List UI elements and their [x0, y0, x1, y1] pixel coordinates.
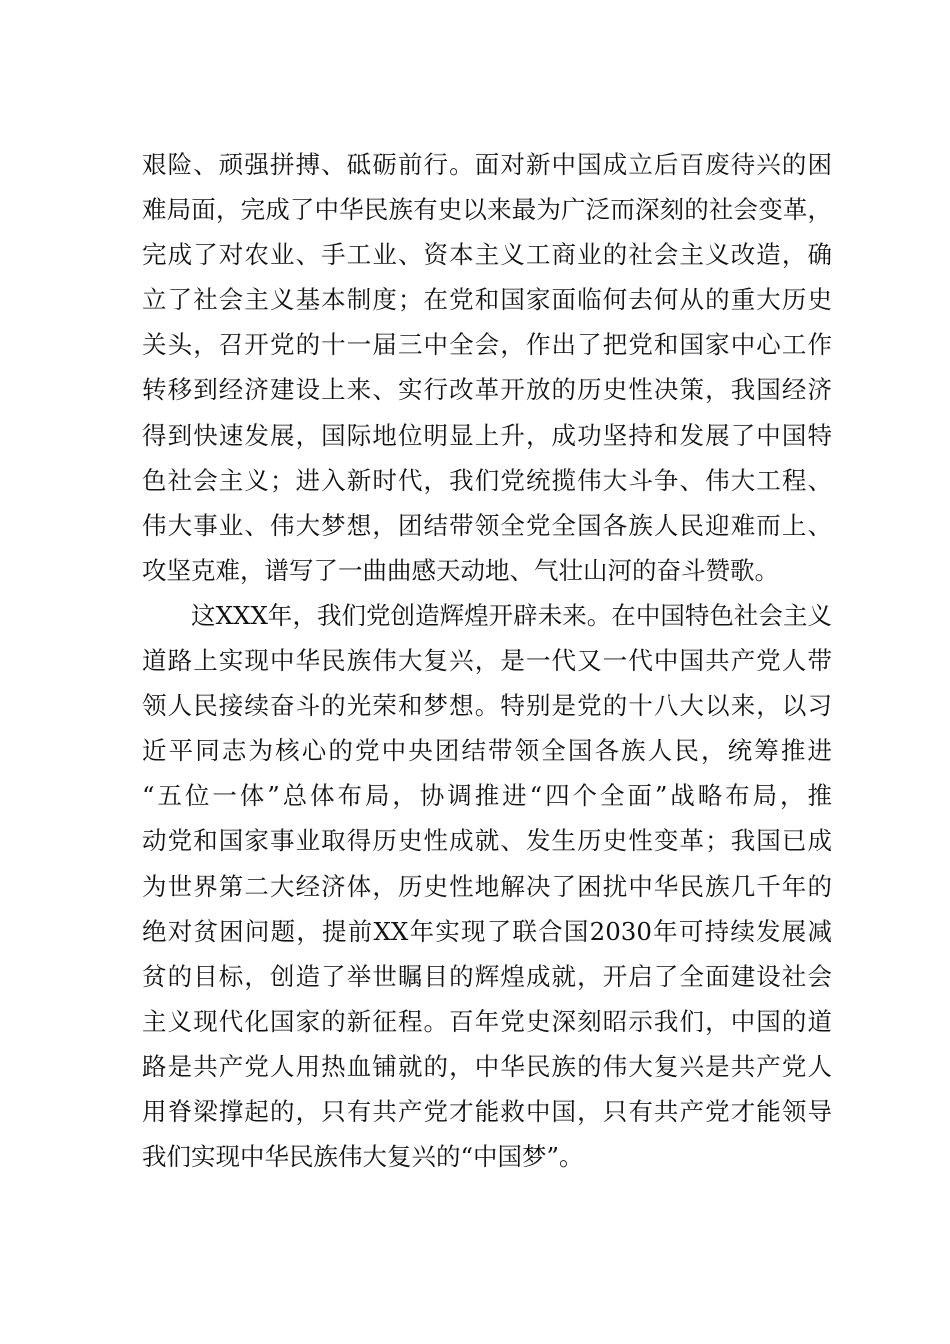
text-line: 道路上实现中华民族伟大复兴，是一代又一代中国共产党人带	[142, 646, 832, 676]
text-line: 立了社会主义基本制度；在党和国家面临何去何从的重大历史	[142, 285, 832, 315]
text-line: 动党和国家事业取得历史性成就、发生历史性变革；我国已成	[142, 826, 832, 856]
text-line: 伟大事业、伟大梦想，团结带领全党全国各族人民迎难而上、	[142, 510, 832, 540]
text-line: 主义现代化国家的新征程。百年党史深刻昭示我们，中国的道	[142, 1006, 832, 1036]
text-line: 得到快速发展，国际地位明显上升，成功坚持和发展了中国特	[142, 420, 832, 450]
text-line: 攻坚克难，谱写了一曲曲感天动地、气壮山河的奋斗赞歌。	[142, 555, 779, 585]
text-line: 绝对贫困问题，提前XX年实现了联合国2030年可持续发展减	[142, 916, 832, 946]
paragraph-1	[142, 142, 832, 593]
text-line: 用脊梁撑起的，只有共产党才能救中国，只有共产党才能领导	[142, 1096, 832, 1126]
text-line: 色社会主义；进入新时代，我们党统揽伟大斗争、伟大工程、	[142, 465, 832, 495]
text-line: “五位一体”总体布局，协调推进“四个全面”战略布局，推	[142, 781, 832, 811]
paragraph-2	[142, 593, 832, 1179]
text-line: 转移到经济建设上来、实行改革开放的历史性决策，我国经济	[142, 375, 832, 405]
text-line: 关头，召开党的十一届三中全会，作出了把党和国家中心工作	[142, 330, 832, 360]
text-line: 领人民接续奋斗的光荣和梦想。特别是党的十八大以来，以习	[142, 691, 832, 721]
text-line: 难局面，完成了中华民族有史以来最为广泛而深刻的社会变革，	[142, 195, 832, 225]
text-line: 完成了对农业、手工业、资本主义工商业的社会主义改造，确	[142, 240, 832, 270]
body-text	[142, 142, 832, 1179]
text-line: 路是共产党人用热血铺就的，中华民族的伟大复兴是共产党人	[142, 1051, 832, 1081]
text-line: 这XXX年，我们党创造辉煌开辟未来。在中国特色社会主义	[142, 600, 832, 630]
text-line: 为世界第二大经济体，历史性地解决了困扰中华民族几千年的	[142, 871, 832, 901]
text-line: 贫的目标，创造了举世瞩目的辉煌成就，开启了全面建设社会	[142, 961, 832, 991]
text-line: 近平同志为核心的党中央团结带领全国各族人民，统筹推进	[142, 736, 832, 766]
text-line: 我们实现中华民族伟大复兴的“中国梦”。	[142, 1142, 584, 1172]
text-line: 艰险、顽强拼搏、砥砺前行。面对新中国成立后百废待兴的困	[142, 150, 832, 179]
